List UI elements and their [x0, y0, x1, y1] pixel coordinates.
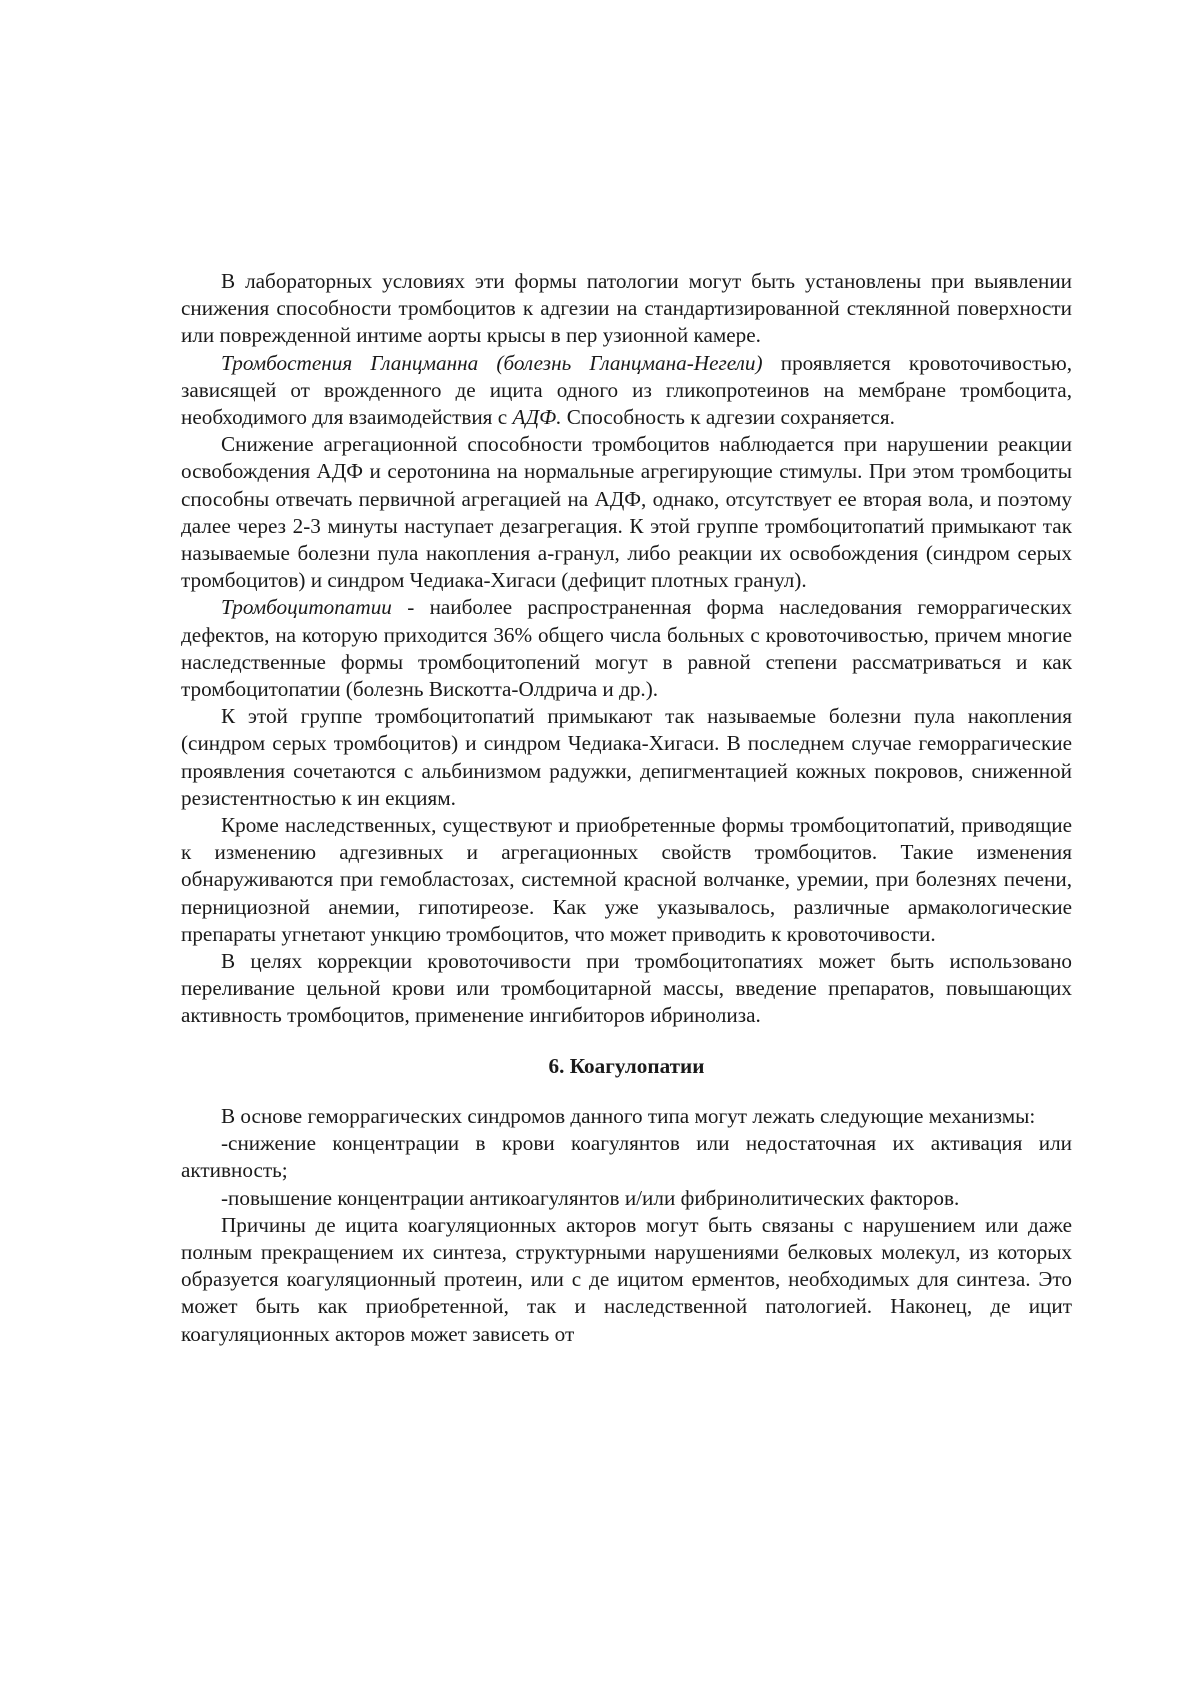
paragraph-correction	[181, 948, 1072, 1030]
paragraph-text: проявляется кровоточивостью, зависящей от врожденного де ицита одного из гликопротеинов на мембране тромбоцита, необходимого для взаимодействия с	[181, 350, 1073, 430]
paragraph-aggregation	[181, 431, 1072, 594]
paragraph-acquired-forms	[181, 812, 1072, 948]
paragraph-text: - наиболее распространенная форма наследования геморрагических дефектов, на которую приходится 36% общего числа больных с кровоточивостью, причем многие наследственные формы тромбоцитопений могут в равной степени рассматриваться и как тромбоцитопатии (болезнь Вискотта-Олдрича и др.).	[181, 595, 1072, 702]
paragraph-mechanism-1	[181, 1130, 1072, 1184]
italic-term: Тромбоцитопатии	[221, 595, 392, 620]
paragraph-deficiency-causes	[181, 1212, 1072, 1348]
paragraph-text: Кроме наследственных, существуют и приобретенные формы тромбоцитопатий, приводящие к изменению адгезивных и агрегационных свойств тромбоцитов. Такие изменения обнаруживаются при гемобластозах, системной красной волчанке, уремии, при болезнях печени, пернициозной анемии, гипотиреозе. Как уже указывалось, различные армакологические препараты угнетают ункцию тромбоцитов, что может приводить к кровоточивости.	[181, 813, 1072, 946]
section-heading: 6. Коагулопатии	[548, 1053, 705, 1078]
document-body	[181, 268, 1072, 1348]
paragraph-glanzmann	[181, 350, 1072, 432]
paragraph-mechanisms-intro	[181, 1103, 1072, 1130]
paragraph-text: Снижение агрегационной способности тромбоцитов наблюдается при нарушении реакции освобождения АДФ и серотонина на нормальные агрегирующие стимулы. При этом тромбоциты способны отвечать первичной агрегацией на АДФ, однако, отсутствует ее вторая вола, и поэтому далее через 2-3 минуты наступает дезагрегация. К этой группе тромбоцитопатий примыкают так называемые болезни пула накопления а-гранул, либо реакции их освобождения (синдром серых тромбоцитов) и синдром Чедиака-Хигаси (дефицит плотных гранул).	[181, 432, 1072, 593]
paragraph-storage-pool	[181, 703, 1072, 812]
paragraph-text: Причины де ицита коагуляционных акторов могут быть связаны с нарушением или даже полным прекращением их синтеза, структурными нарушениями белковых молекул, из которых образуется коагуляционный протеин, или с де ицитом ерментов, необходимых для синтеза. Это может быть как приобретенной, так и наследственной патологией. Наконец, де ицит коагуляционных акторов может зависеть от	[181, 1212, 1072, 1346]
paragraph-text: Способность к адгезии сохраняется.	[561, 405, 895, 430]
paragraph-thrombocytopathies	[181, 594, 1072, 703]
paragraph-text: К этой группе тромбоцитопатий примыкают так называемые болезни пула накопления (синдром серых тромбоцитов) и синдром Чедиака-Хигаси. В последнем случае геморрагические проявления сочетаются с альбинизмом радужки, депигментацией кожных покровов, сниженной резистентностью к ин екциям.	[181, 704, 1072, 810]
italic-term: Тромбостения Гланцманна (болезнь Гланцмана-Негели)	[221, 350, 763, 375]
paragraph-text: -повышение концентрации антикоагулянтов и/или фибринолитических факторов.	[221, 1185, 960, 1210]
paragraph-text: В целях коррекции кровоточивости при тромбоцитопатиях может быть использовано переливание цельной крови или тромбоцитарной массы, введение препаратов, повышающих активность тромбоцитов, применение ингибиторов ибринолиза.	[181, 949, 1072, 1028]
paragraph-text: -снижение концентрации в крови коагулянтов или недостаточная их активация или активность;	[181, 1131, 1072, 1183]
paragraph-mechanism-2	[181, 1185, 1072, 1212]
italic-term: АДФ.	[512, 405, 562, 430]
paragraph-text: В лабораторных условиях эти формы патологии могут быть установлены при выявлении снижения способности тромбоцитов к адгезии на стандартизированной стеклянной поверхности или поврежденной интиме аорты крысы в пер узионной камере.	[181, 269, 1072, 348]
paragraph-text: В основе геморрагических синдромов данного типа могут лежать следующие механизмы:	[221, 1103, 1036, 1128]
paragraph-lab-conditions	[181, 268, 1072, 350]
